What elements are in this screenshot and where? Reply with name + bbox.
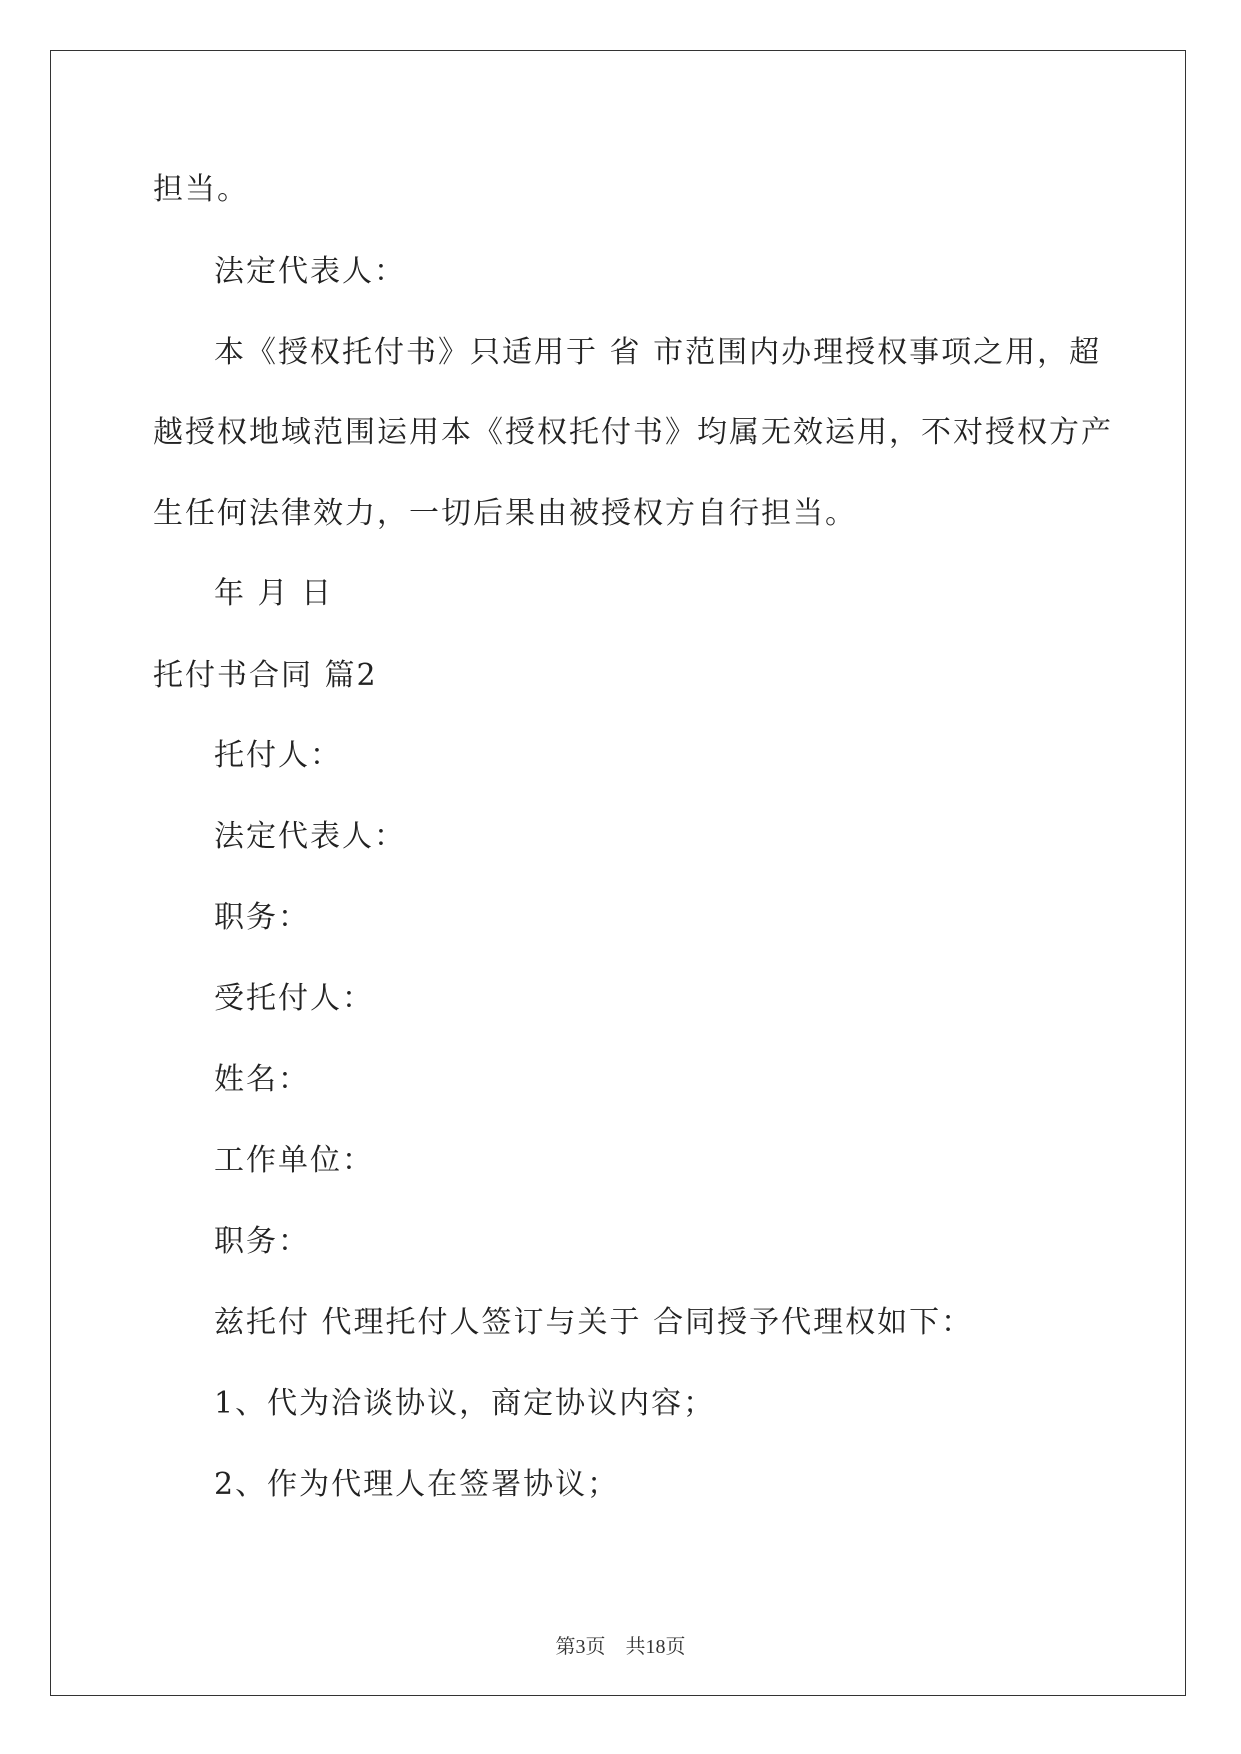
principal-line: 托付人： [214,738,342,773]
list-item: 2、作为代理人在签署协议； [214,1467,620,1502]
total-label-prefix: 共 [625,1636,646,1658]
total-pages-number: 18 [645,1636,666,1658]
page-border [50,50,1186,1696]
legal-representative-line: 法定代表人： [214,819,406,854]
paragraph-continuation: 担当。 [153,172,249,207]
position-line: 职务： [214,1224,310,1259]
total-label-suffix: 页 [665,1636,686,1658]
scope-paragraph-line-3: 生任何法律效力，一切后果由被授权方自行担当。 [153,496,857,531]
work-unit-line: 工作单位： [214,1143,374,1178]
authorization-statement: 兹托付 代理托付人签订与关于 合同授予代理权如下： [214,1305,974,1340]
agent-line: 受托付人： [214,981,374,1016]
current-page-number: 3 [575,1636,586,1658]
legal-representative-line: 法定代表人： [214,254,406,289]
name-line: 姓名： [214,1062,310,1097]
page-label-suffix: 页 [585,1636,606,1658]
page-footer [0,1630,1241,1659]
date-line: 年 月 日 [214,576,334,611]
scope-paragraph-line-2: 越授权地域范围运用本《授权托付书》均属无效运用，不对授权方产 [153,415,1113,450]
list-item: 1、代为洽谈协议，商定协议内容； [214,1386,716,1421]
section-heading: 托付书合同 篇2 [153,658,378,693]
page-label-prefix: 第 [555,1636,576,1658]
scope-paragraph-line-1: 本《授权托付书》只适用于 省 市范围内办理授权事项之用，超 [214,335,1102,370]
position-line: 职务： [214,900,310,935]
